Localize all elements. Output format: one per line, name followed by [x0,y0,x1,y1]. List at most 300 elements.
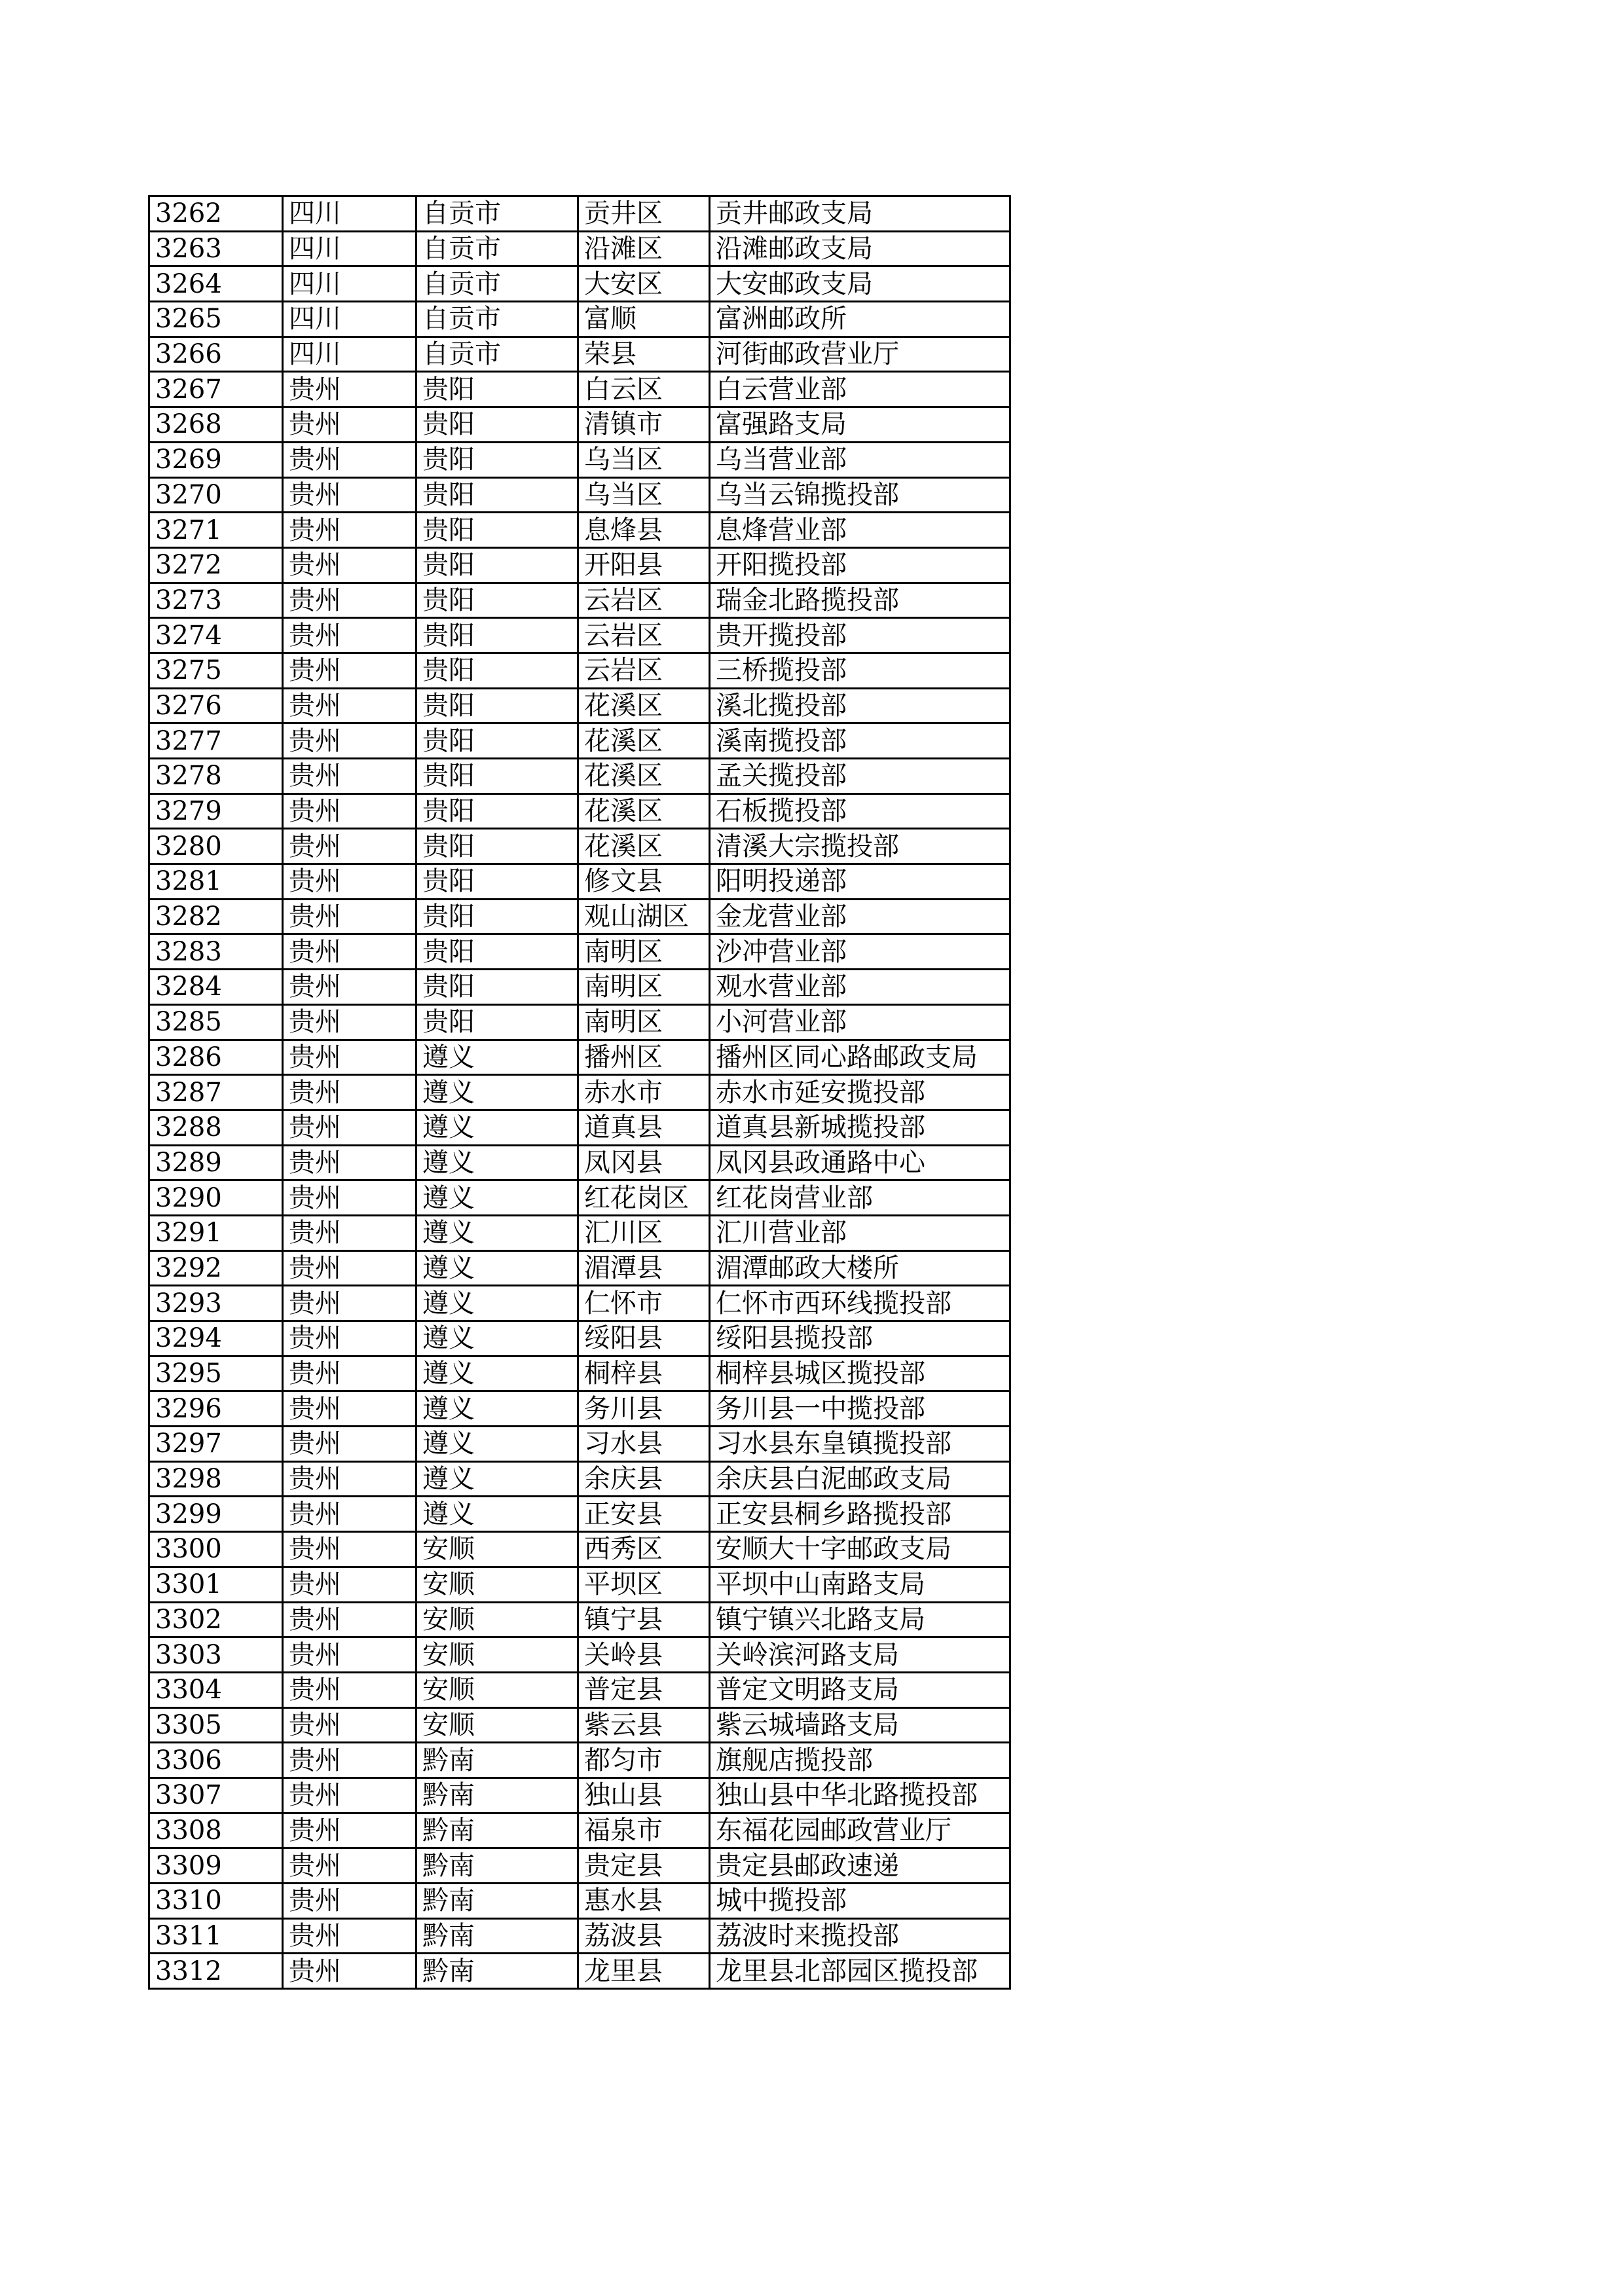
row-number-cell: 3294 [149,1321,283,1357]
city-cell: 遵义 [416,1286,578,1321]
office-name-cell: 贵定县邮政速递 [710,1848,1010,1884]
city-cell: 贵阳 [416,583,578,618]
province-cell: 贵州 [283,829,416,864]
table-row [149,1567,1010,1602]
city-cell: 贵阳 [416,688,578,723]
table-row [149,1813,1010,1848]
district-cell: 云岩区 [578,583,710,618]
row-number-cell: 3268 [149,407,283,443]
table-row [149,1532,1010,1567]
row-number-cell: 3264 [149,266,283,302]
office-name-cell: 乌当云锦揽投部 [710,477,1010,513]
table-row [149,1427,1010,1462]
city-cell: 遵义 [416,1145,578,1180]
row-number-cell: 3279 [149,793,283,829]
district-cell: 花溪区 [578,723,710,759]
table-row [149,1321,1010,1357]
office-name-cell: 孟关揽投部 [710,759,1010,794]
row-number-cell: 3280 [149,829,283,864]
city-cell: 黔南 [416,1743,578,1778]
office-name-cell: 乌当营业部 [710,442,1010,477]
district-cell: 赤水市 [578,1075,710,1110]
province-cell: 贵州 [283,1672,416,1707]
city-cell: 遵义 [416,1215,578,1250]
table-row [149,1918,1010,1954]
row-number-cell: 3267 [149,372,283,407]
city-cell: 贵阳 [416,829,578,864]
row-number-cell: 3297 [149,1427,283,1462]
province-cell: 贵州 [283,1356,416,1391]
city-cell: 自贡市 [416,302,578,337]
district-cell: 开阳县 [578,547,710,583]
city-cell: 自贡市 [416,266,578,302]
office-name-cell: 开阳揽投部 [710,547,1010,583]
office-name-cell: 白云营业部 [710,372,1010,407]
city-cell: 贵阳 [416,723,578,759]
province-cell: 贵州 [283,864,416,900]
table-row [149,723,1010,759]
province-cell: 贵州 [283,934,416,970]
table-row [149,1461,1010,1497]
row-number-cell: 3283 [149,934,283,970]
province-cell: 贵州 [283,1848,416,1884]
province-cell: 贵州 [283,1110,416,1145]
table-row [149,337,1010,372]
province-cell: 贵州 [283,793,416,829]
district-cell: 乌当区 [578,477,710,513]
office-name-cell: 金龙营业部 [710,899,1010,934]
office-name-cell: 溪南揽投部 [710,723,1010,759]
city-cell: 黔南 [416,1954,578,1989]
table-row [149,829,1010,864]
district-cell: 观山湖区 [578,899,710,934]
table-row [149,1250,1010,1286]
table-row [149,1215,1010,1250]
row-number-cell: 3296 [149,1391,283,1427]
district-cell: 独山县 [578,1777,710,1813]
office-name-cell: 观水营业部 [710,970,1010,1005]
row-number-cell: 3295 [149,1356,283,1391]
city-cell: 自贡市 [416,231,578,266]
office-name-cell: 习水县东皇镇揽投部 [710,1427,1010,1462]
office-name-cell: 正安县桐乡路揽投部 [710,1497,1010,1532]
district-cell: 清镇市 [578,407,710,443]
row-number-cell: 3312 [149,1954,283,1989]
city-cell: 黔南 [416,1918,578,1954]
district-cell: 贡井区 [578,196,710,232]
city-cell: 贵阳 [416,442,578,477]
district-cell: 凤冈县 [578,1145,710,1180]
province-cell: 贵州 [283,583,416,618]
city-cell: 自贡市 [416,337,578,372]
city-cell: 遵义 [416,1250,578,1286]
district-cell: 花溪区 [578,759,710,794]
province-cell: 四川 [283,337,416,372]
district-cell: 汇川区 [578,1215,710,1250]
district-cell: 镇宁县 [578,1602,710,1637]
province-cell: 贵州 [283,1532,416,1567]
district-cell: 花溪区 [578,829,710,864]
district-cell: 道真县 [578,1110,710,1145]
table-row [149,934,1010,970]
city-cell: 安顺 [416,1707,578,1743]
district-cell: 沿滩区 [578,231,710,266]
row-number-cell: 3282 [149,899,283,934]
row-number-cell: 3271 [149,513,283,548]
office-name-cell: 道真县新城揽投部 [710,1110,1010,1145]
table-row [149,1040,1010,1075]
city-cell: 遵义 [416,1497,578,1532]
province-cell: 贵州 [283,1918,416,1954]
row-number-cell: 3291 [149,1215,283,1250]
row-number-cell: 3310 [149,1884,283,1919]
district-cell: 南明区 [578,934,710,970]
province-cell: 贵州 [283,1180,416,1216]
row-number-cell: 3300 [149,1532,283,1567]
table-row [149,442,1010,477]
city-cell: 遵义 [416,1075,578,1110]
table-row [149,759,1010,794]
table-row [149,1743,1010,1778]
table-row [149,793,1010,829]
district-cell: 正安县 [578,1497,710,1532]
district-cell: 紫云县 [578,1707,710,1743]
table-row [149,1637,1010,1673]
province-cell: 贵州 [283,1954,416,1989]
office-name-cell: 小河营业部 [710,1004,1010,1040]
city-cell: 贵阳 [416,899,578,934]
city-cell: 贵阳 [416,653,578,688]
table-row [149,302,1010,337]
office-name-cell: 清溪大宗揽投部 [710,829,1010,864]
district-cell: 关岭县 [578,1637,710,1673]
office-name-cell: 湄潭邮政大楼所 [710,1250,1010,1286]
city-cell: 贵阳 [416,759,578,794]
table-row [149,688,1010,723]
district-cell: 湄潭县 [578,1250,710,1286]
district-cell: 仁怀市 [578,1286,710,1321]
table-row [149,407,1010,443]
province-cell: 贵州 [283,1743,416,1778]
province-cell: 贵州 [283,1461,416,1497]
district-cell: 荣县 [578,337,710,372]
city-cell: 贵阳 [416,864,578,900]
district-cell: 播州区 [578,1040,710,1075]
office-name-cell: 沿滩邮政支局 [710,231,1010,266]
province-cell: 贵州 [283,513,416,548]
province-cell: 贵州 [283,1391,416,1427]
office-name-cell: 三桥揽投部 [710,653,1010,688]
city-cell: 安顺 [416,1602,578,1637]
row-number-cell: 3302 [149,1602,283,1637]
office-name-cell: 河街邮政营业厅 [710,337,1010,372]
row-number-cell: 3270 [149,477,283,513]
office-name-cell: 沙冲营业部 [710,934,1010,970]
row-number-cell: 3277 [149,723,283,759]
table-row [149,1004,1010,1040]
table-row [149,372,1010,407]
row-number-cell: 3306 [149,1743,283,1778]
office-name-cell: 城中揽投部 [710,1884,1010,1919]
district-cell: 都匀市 [578,1743,710,1778]
district-cell: 荔波县 [578,1918,710,1954]
row-number-cell: 3281 [149,864,283,900]
table-row [149,1497,1010,1532]
city-cell: 黔南 [416,1777,578,1813]
city-cell: 贵阳 [416,618,578,653]
province-cell: 贵州 [283,477,416,513]
province-cell: 贵州 [283,688,416,723]
office-name-cell: 阳明投递部 [710,864,1010,900]
district-cell: 大安区 [578,266,710,302]
district-cell: 南明区 [578,970,710,1005]
province-cell: 贵州 [283,759,416,794]
table-row [149,970,1010,1005]
city-cell: 贵阳 [416,547,578,583]
city-cell: 遵义 [416,1180,578,1216]
row-number-cell: 3292 [149,1250,283,1286]
row-number-cell: 3284 [149,970,283,1005]
city-cell: 安顺 [416,1532,578,1567]
row-number-cell: 3307 [149,1777,283,1813]
office-name-cell: 荔波时来揽投部 [710,1918,1010,1954]
table-row [149,864,1010,900]
city-cell: 黔南 [416,1848,578,1884]
table-row [149,1356,1010,1391]
row-number-cell: 3287 [149,1075,283,1110]
table-row [149,1075,1010,1110]
row-number-cell: 3269 [149,442,283,477]
table-body [149,196,1010,1989]
district-cell: 花溪区 [578,688,710,723]
province-cell: 贵州 [283,1602,416,1637]
table-row [149,899,1010,934]
table-row [149,477,1010,513]
table-row [149,266,1010,302]
office-name-cell: 镇宁镇兴北路支局 [710,1602,1010,1637]
row-number-cell: 3289 [149,1145,283,1180]
row-number-cell: 3276 [149,688,283,723]
city-cell: 贵阳 [416,407,578,443]
province-cell: 贵州 [283,1286,416,1321]
table-row [149,1602,1010,1637]
row-number-cell: 3303 [149,1637,283,1673]
district-cell: 平坝区 [578,1567,710,1602]
province-cell: 贵州 [283,1004,416,1040]
table-row [149,1286,1010,1321]
office-name-cell: 仁怀市西环线揽投部 [710,1286,1010,1321]
table-row [149,1110,1010,1145]
district-cell: 龙里县 [578,1954,710,1989]
province-cell: 贵州 [283,1145,416,1180]
table-row [149,547,1010,583]
office-name-cell: 富强路支局 [710,407,1010,443]
office-name-cell: 瑞金北路揽投部 [710,583,1010,618]
office-name-cell: 平坝中山南路支局 [710,1567,1010,1602]
district-cell: 云岩区 [578,618,710,653]
table-row [149,231,1010,266]
province-cell: 四川 [283,231,416,266]
table-row [149,196,1010,232]
province-cell: 四川 [283,266,416,302]
city-cell: 遵义 [416,1356,578,1391]
row-number-cell: 3278 [149,759,283,794]
row-number-cell: 3272 [149,547,283,583]
province-cell: 贵州 [283,970,416,1005]
city-cell: 遵义 [416,1461,578,1497]
office-name-cell: 红花岗营业部 [710,1180,1010,1216]
district-cell: 普定县 [578,1672,710,1707]
province-cell: 四川 [283,302,416,337]
city-cell: 贵阳 [416,934,578,970]
province-cell: 贵州 [283,1250,416,1286]
row-number-cell: 3273 [149,583,283,618]
row-number-cell: 3299 [149,1497,283,1532]
office-name-cell: 紫云城墙路支局 [710,1707,1010,1743]
district-cell: 桐梓县 [578,1356,710,1391]
row-number-cell: 3293 [149,1286,283,1321]
city-cell: 遵义 [416,1321,578,1357]
province-cell: 贵州 [283,372,416,407]
data-table [148,195,1011,1990]
office-name-cell: 东福花园邮政营业厅 [710,1813,1010,1848]
district-cell: 惠水县 [578,1884,710,1919]
table-row [149,653,1010,688]
province-cell: 贵州 [283,1567,416,1602]
district-cell: 余庆县 [578,1461,710,1497]
district-cell: 花溪区 [578,793,710,829]
province-cell: 贵州 [283,442,416,477]
row-number-cell: 3308 [149,1813,283,1848]
district-cell: 习水县 [578,1427,710,1462]
office-name-cell: 旗舰店揽投部 [710,1743,1010,1778]
table-row [149,1145,1010,1180]
province-cell: 贵州 [283,653,416,688]
office-name-cell: 贵开揽投部 [710,618,1010,653]
row-number-cell: 3274 [149,618,283,653]
row-number-cell: 3286 [149,1040,283,1075]
row-number-cell: 3311 [149,1918,283,1954]
office-name-cell: 溪北揽投部 [710,688,1010,723]
city-cell: 贵阳 [416,1004,578,1040]
city-cell: 贵阳 [416,477,578,513]
office-name-cell: 凤冈县政通路中心 [710,1145,1010,1180]
city-cell: 遵义 [416,1040,578,1075]
office-name-cell: 赤水市延安揽投部 [710,1075,1010,1110]
city-cell: 黔南 [416,1813,578,1848]
district-cell: 修文县 [578,864,710,900]
district-cell: 绥阳县 [578,1321,710,1357]
city-cell: 安顺 [416,1637,578,1673]
office-name-cell: 普定文明路支局 [710,1672,1010,1707]
province-cell: 贵州 [283,1813,416,1848]
province-cell: 贵州 [283,723,416,759]
city-cell: 安顺 [416,1567,578,1602]
district-cell: 贵定县 [578,1848,710,1884]
province-cell: 贵州 [283,899,416,934]
row-number-cell: 3309 [149,1848,283,1884]
city-cell: 贵阳 [416,793,578,829]
city-cell: 安顺 [416,1672,578,1707]
city-cell: 遵义 [416,1391,578,1427]
province-cell: 贵州 [283,1884,416,1919]
row-number-cell: 3290 [149,1180,283,1216]
row-number-cell: 3263 [149,231,283,266]
row-number-cell: 3301 [149,1567,283,1602]
city-cell: 自贡市 [416,196,578,232]
district-cell: 息烽县 [578,513,710,548]
office-name-cell: 关岭滨河路支局 [710,1637,1010,1673]
district-cell: 红花岗区 [578,1180,710,1216]
district-cell: 南明区 [578,1004,710,1040]
city-cell: 贵阳 [416,970,578,1005]
table-row [149,1848,1010,1884]
city-cell: 贵阳 [416,372,578,407]
row-number-cell: 3265 [149,302,283,337]
district-cell: 西秀区 [578,1532,710,1567]
city-cell: 黔南 [416,1884,578,1919]
office-name-cell: 余庆县白泥邮政支局 [710,1461,1010,1497]
district-cell: 白云区 [578,372,710,407]
office-name-cell: 息烽营业部 [710,513,1010,548]
province-cell: 贵州 [283,1497,416,1532]
office-name-cell: 石板揽投部 [710,793,1010,829]
province-cell: 贵州 [283,1707,416,1743]
office-name-cell: 富洲邮政所 [710,302,1010,337]
province-cell: 贵州 [283,1215,416,1250]
district-cell: 云岩区 [578,653,710,688]
city-cell: 遵义 [416,1110,578,1145]
row-number-cell: 3305 [149,1707,283,1743]
office-name-cell: 安顺大十字邮政支局 [710,1532,1010,1567]
district-cell: 务川县 [578,1391,710,1427]
district-cell: 乌当区 [578,442,710,477]
row-number-cell: 3275 [149,653,283,688]
province-cell: 贵州 [283,407,416,443]
office-name-cell: 独山县中华北路揽投部 [710,1777,1010,1813]
province-cell: 贵州 [283,1427,416,1462]
table-row [149,618,1010,653]
province-cell: 贵州 [283,1637,416,1673]
row-number-cell: 3298 [149,1461,283,1497]
office-name-cell: 龙里县北部园区揽投部 [710,1954,1010,1989]
table-row [149,513,1010,548]
province-cell: 贵州 [283,547,416,583]
table-row [149,1707,1010,1743]
office-name-cell: 大安邮政支局 [710,266,1010,302]
province-cell: 贵州 [283,1777,416,1813]
city-cell: 遵义 [416,1427,578,1462]
province-cell: 贵州 [283,618,416,653]
office-name-cell: 桐梓县城区揽投部 [710,1356,1010,1391]
row-number-cell: 3288 [149,1110,283,1145]
office-name-cell: 务川县一中揽投部 [710,1391,1010,1427]
table-row [149,1180,1010,1216]
district-cell: 福泉市 [578,1813,710,1848]
row-number-cell: 3262 [149,196,283,232]
office-name-cell: 汇川营业部 [710,1215,1010,1250]
table-row [149,1672,1010,1707]
province-cell: 贵州 [283,1075,416,1110]
office-name-cell: 播州区同心路邮政支局 [710,1040,1010,1075]
table-row [149,1954,1010,1989]
office-name-cell: 绥阳县揽投部 [710,1321,1010,1357]
row-number-cell: 3266 [149,337,283,372]
table-row [149,1777,1010,1813]
table-row [149,1391,1010,1427]
office-name-cell: 贡井邮政支局 [710,196,1010,232]
row-number-cell: 3285 [149,1004,283,1040]
